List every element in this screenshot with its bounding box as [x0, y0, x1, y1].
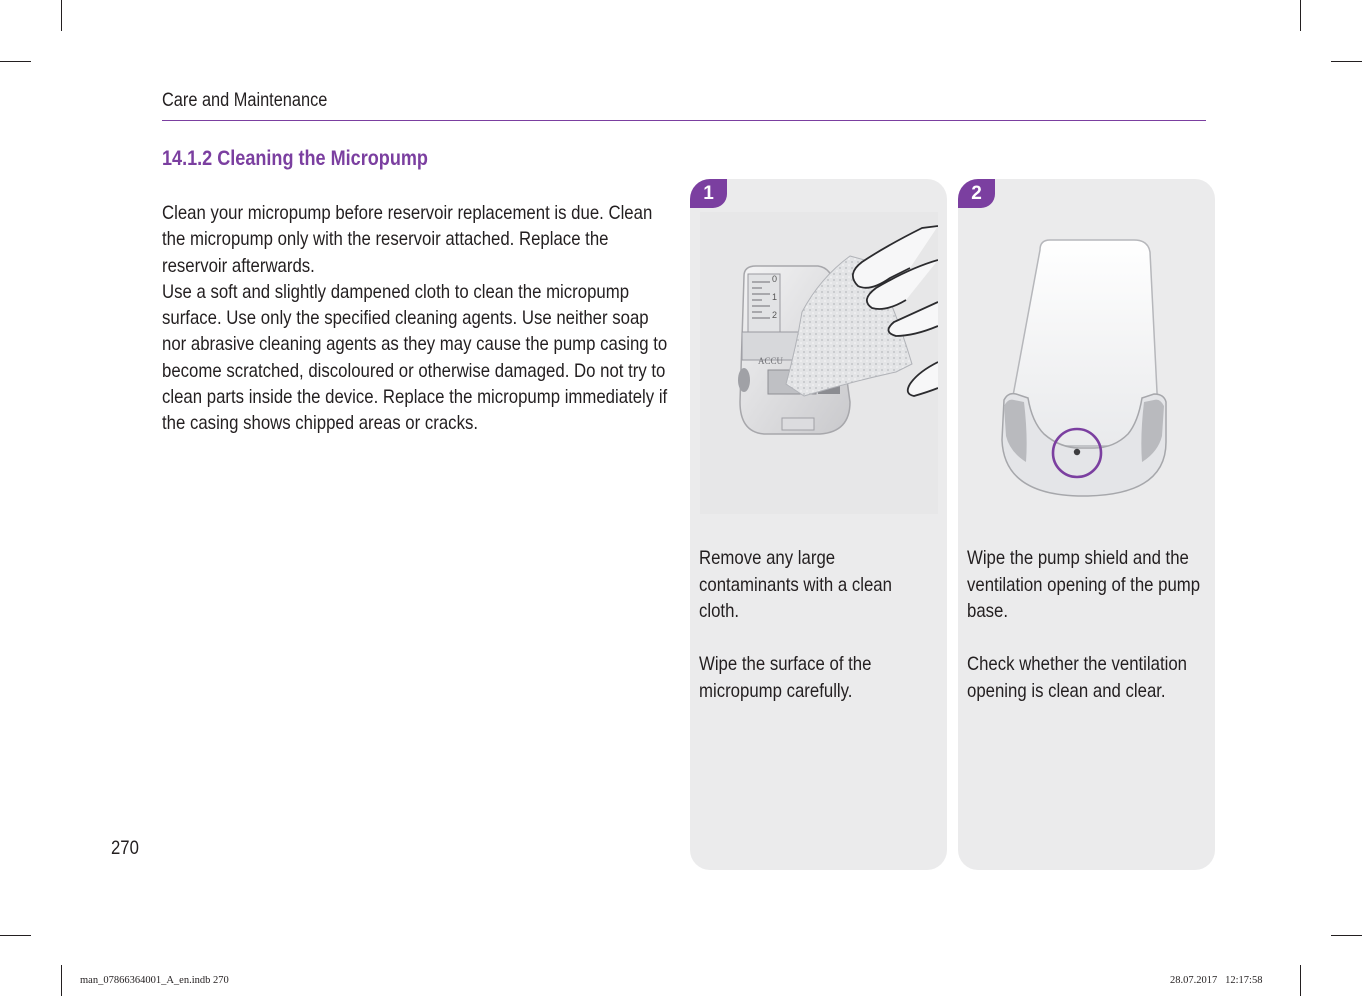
step-instruction: Check whether the ventilation opening is clean and clear.	[967, 653, 1188, 702]
crop-mark	[61, 0, 62, 31]
body-paragraph: Clean your micropump before reservoir replacement is due. Clean the micropump only with the reservoir attached. Replace the reservoir afterwards.	[162, 202, 653, 277]
page-number: 270	[111, 838, 139, 859]
section-title: 14.1.2 Cleaning the Micropump	[162, 147, 428, 170]
micropump-cleaning-illustration	[700, 212, 938, 514]
crop-mark	[1300, 0, 1301, 31]
pump-base-illustration	[968, 212, 1206, 514]
scale-label: 0	[772, 274, 778, 284]
scale-label: 1	[772, 292, 778, 302]
pump-shield-icon	[1002, 240, 1166, 496]
print-slug-file: man_07866364001_A_en.indb 270	[80, 975, 229, 986]
step-description	[699, 545, 935, 731]
step-number-badge: 2	[958, 179, 995, 208]
step-description	[967, 545, 1203, 731]
ventilation-opening-icon	[1074, 449, 1080, 455]
body-paragraph: Use a soft and slightly dampened cloth to clean the micropump surface. Use only the specified cleaning agents. Use neither soap nor abrasive cleaning agents as they may cause the pump casing to become scratched, discoloured or otherwise damaged. Do not try to clean parts inside the device. Replace the micropump immediately if the casing shows chipped areas or cracks.	[162, 280, 668, 435]
step-number-badge: 1	[690, 179, 727, 208]
crop-mark	[0, 61, 31, 62]
header-divider	[162, 120, 1206, 121]
crop-mark	[1300, 965, 1301, 996]
crop-mark	[1331, 935, 1362, 936]
step-card-2	[958, 179, 1215, 870]
crop-mark	[61, 965, 62, 996]
print-slug-timestamp: 28.07.2017 12:17:58	[1170, 975, 1263, 986]
step-instruction: Remove any large contaminants with a clean cloth.	[699, 547, 892, 622]
step-instruction: Wipe the pump shield and the ventilation opening of the pump base.	[967, 547, 1201, 622]
brand-text: ACCU	[758, 356, 784, 366]
running-header: Care and Maintenance	[162, 90, 328, 111]
body-text	[162, 200, 668, 437]
crop-mark	[1331, 61, 1362, 62]
step-instruction: Wipe the surface of the micropump carefully.	[699, 653, 872, 702]
scale-label: 2	[772, 310, 778, 320]
crop-mark	[0, 935, 31, 936]
step-card-1	[690, 179, 947, 870]
